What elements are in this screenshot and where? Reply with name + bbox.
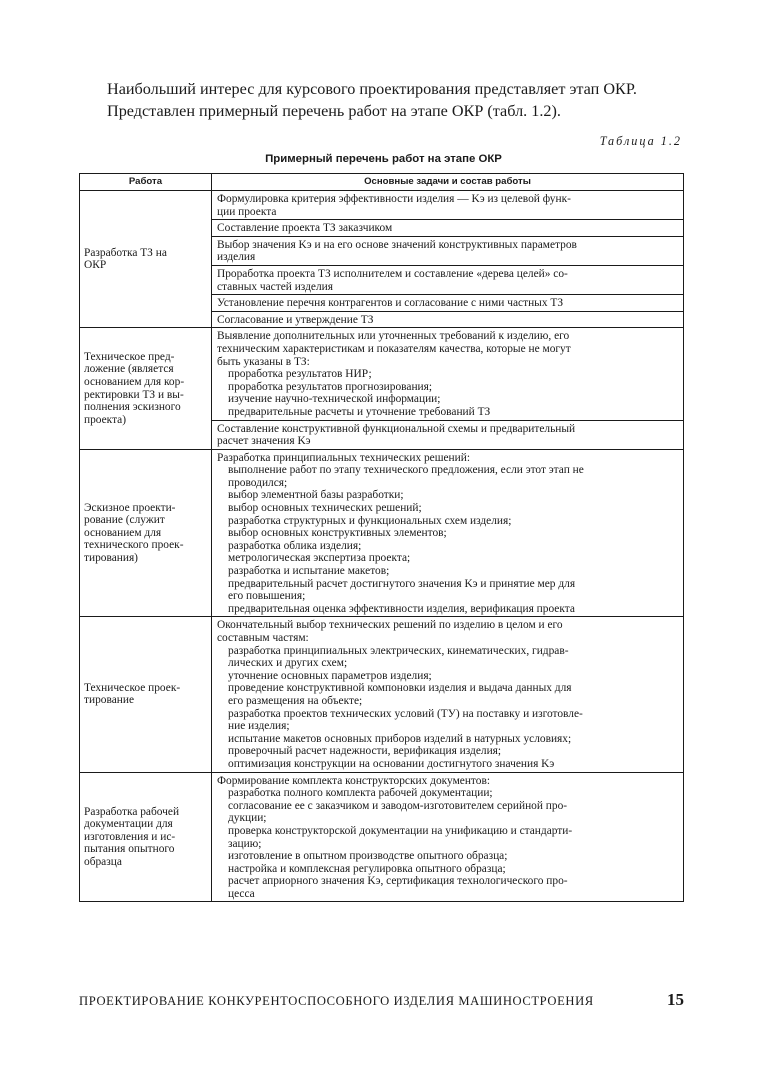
page-number: 15 [667, 990, 684, 1009]
task-text-line: его повышения; [228, 590, 306, 603]
task-text-line: изучение научно-технической информации; [228, 393, 441, 406]
stage-text-line: документации для [84, 818, 173, 831]
task-text-line: предварительные расчеты и уточнение требований ТЗ [228, 405, 491, 418]
task-item [212, 773, 683, 902]
table-header-row [80, 174, 684, 191]
task-item [212, 191, 683, 220]
table-title: Примерный перечень работ на этапе ОКР [265, 153, 502, 165]
task-text-line: быть указаны в ТЗ: [217, 355, 310, 368]
table-number-label: Таблица 1.2 [599, 134, 682, 148]
stage-text-line: Эскизное проекти- [84, 501, 176, 514]
stage-text-line: Техническое проек- [84, 681, 181, 694]
stage-text-line: ложение (является [84, 363, 174, 376]
task-text-line: изготовление в опытном производстве опытного образца; [228, 850, 508, 863]
stage-text-line: Разработка рабочей [84, 805, 180, 818]
tasks-cell [212, 449, 684, 617]
task-text-line: изделия [217, 251, 256, 264]
task-text-line: Составление проекта ТЗ заказчиком [217, 222, 393, 235]
header-tasks: Основные задачи и состав работы [212, 174, 684, 191]
stage-text-line: основанием для [84, 526, 162, 539]
table-row [80, 772, 684, 902]
task-text-line: предварительная оценка эффективности изделия, верификация проекта [228, 602, 575, 615]
task-text-line: проведение конструктивной компоновки изделия и выдача данных для [228, 682, 572, 695]
table-row [80, 191, 684, 328]
running-footer-title: ПРОЕКТИРОВАНИЕ КОНКУРЕНТОСПОСОБНОГО ИЗДЕЛИЯ МАШИНОСТРОЕНИЯ [79, 994, 594, 1008]
task-item [212, 421, 683, 449]
stage-text-line: основанием для кор- [84, 375, 185, 388]
task-text-line: выбор элементной базы разработки; [228, 489, 404, 502]
task-text-line: метрологическая экспертиза проекта; [228, 552, 411, 565]
task-text-line: выбор основных технических решений; [228, 502, 422, 515]
intro-line-2: Представлен примерный перечень работ на этапе ОКР (табл. 1.2). [107, 102, 561, 120]
stage-cell [80, 328, 212, 449]
task-text-line: Выявление дополнительных или уточненных требований к изделию, его [217, 330, 570, 343]
task-item [212, 312, 683, 328]
table-body [80, 191, 684, 902]
stage-text-line: Техническое пред- [84, 350, 175, 363]
task-text-line: дукции; [228, 812, 267, 825]
task-item [212, 220, 683, 237]
stage-text-line: ректировки ТЗ и вы- [84, 388, 184, 401]
task-text-line: настройка и комплексная регулировка опытного образца; [228, 862, 506, 875]
stage-text-line: рование (служит [84, 514, 165, 527]
stage-cell [80, 191, 212, 328]
task-text-line: проводился; [228, 476, 288, 489]
tasks-cell [212, 328, 684, 449]
stage-cell [80, 449, 212, 617]
task-text-line: Окончательный выбор технических решений по изделию в целом и его [217, 619, 563, 632]
tasks-cell [212, 617, 684, 772]
stage-text-line: тирование [84, 694, 134, 707]
intro-line-1: Наибольший интерес для курсового проектирования представляет этап ОКР. [107, 80, 637, 98]
stage-text-line: Разработка ТЗ на [84, 246, 167, 259]
task-text-line: проверочный расчет надежности, верификация изделия; [228, 745, 502, 758]
tasks-cell [212, 772, 684, 902]
task-text-line: разработка проектов технических условий (ТУ) на поставку и изготовле- [228, 707, 583, 720]
task-text-line: расчет априорного значения Kэ, сертификация технологического про- [228, 875, 568, 888]
tasks-cell [212, 191, 684, 328]
task-text-line: разработка и испытание макетов; [228, 565, 390, 578]
task-text-line: согласование ее с заказчиком и заводом-изготовителем серийной про- [228, 799, 568, 812]
task-text-line: проработка результатов прогнозирования; [228, 380, 433, 393]
task-text-line: разработка полного комплекта рабочей документации; [228, 787, 493, 800]
task-text-line: выбор основных конструктивных элементов; [228, 527, 447, 540]
task-text-line: Проработка проекта ТЗ исполнителем и составление «дерева целей» со- [217, 267, 568, 280]
table-row [80, 328, 684, 449]
task-text-line: ции проекта [217, 205, 277, 218]
intro-paragraph [107, 78, 707, 122]
stage-cell [80, 772, 212, 902]
stage-text-line: тирования) [84, 551, 138, 564]
stage-text-line: пытания опытного [84, 843, 175, 856]
task-text-line: выполнение работ по этапу технического предложения, если этот этап не [228, 464, 584, 477]
task-text-line: испытание макетов основных приборов изделий в натурных условиях; [228, 732, 572, 745]
task-item [212, 237, 683, 266]
stage-text-line: изготовления и ис- [84, 830, 176, 843]
task-text-line: предварительный расчет достигнутого значения Kэ и принятие мер для [228, 577, 576, 590]
task-text-line: техническим характеристикам и показателям качества, которые не могут [217, 342, 571, 355]
task-text-line: Формулировка критерия эффективности изделия — Kэ из целевой функ- [217, 193, 571, 205]
task-text-line: его размещения на объекте; [228, 694, 363, 707]
task-text-line: Согласование и утверждение ТЗ [217, 313, 374, 326]
task-text-line: лических и других схем; [228, 657, 348, 670]
task-text-line: составным частям: [217, 632, 309, 644]
page-footer [79, 990, 684, 1010]
stage-text-line: проекта) [84, 413, 127, 426]
task-text-line: Составление конструктивной функциональной схемы и предварительный [217, 422, 576, 435]
header-work: Работа [80, 174, 212, 191]
task-text-line: ставных частей изделия [217, 280, 333, 293]
task-text-line: уточнение основных параметров изделия; [228, 669, 432, 682]
task-item [212, 617, 683, 771]
task-text-line: оптимизация конструкции на основании достигнутого значения Kэ [228, 757, 555, 770]
task-text-line: ние изделия; [228, 720, 290, 733]
task-text-line: разработка принципиальных электрических, кинематических, гидрав- [228, 644, 569, 657]
task-text-line: цесса [228, 887, 255, 900]
task-text-line: Формирование комплекта конструкторских документов: [217, 774, 490, 787]
task-text-line: зацию; [228, 837, 262, 850]
works-table [79, 173, 684, 902]
stage-text-line: ОКР [84, 259, 107, 272]
table-row [80, 449, 684, 617]
stage-text-line: образца [84, 855, 122, 868]
task-item [212, 295, 683, 312]
task-text-line: проверка конструкторской документации на унификацию и стандарти- [228, 824, 573, 837]
task-text-line: Выбор значения Kэ и на его основе значений конструктивных параметров [217, 238, 577, 251]
task-text-line: Разработка принципиальных технических решений: [217, 451, 471, 464]
stage-cell [80, 617, 212, 772]
task-text-line: разработка структурных и функциональных схем изделия; [228, 514, 512, 527]
task-item [212, 328, 683, 420]
task-item [212, 450, 683, 617]
task-text-line: расчет значения Kэ [217, 435, 311, 448]
stage-text-line: технического проек- [84, 539, 184, 552]
task-text-line: Установление перечня контрагентов и согласование с ними частных ТЗ [217, 297, 564, 310]
table-row [80, 617, 684, 772]
task-item [212, 266, 683, 295]
stage-text-line: полнения эскизного [84, 401, 181, 414]
task-text-line: разработка облика изделия; [228, 539, 362, 552]
task-text-line: проработка результатов НИР; [228, 368, 372, 381]
